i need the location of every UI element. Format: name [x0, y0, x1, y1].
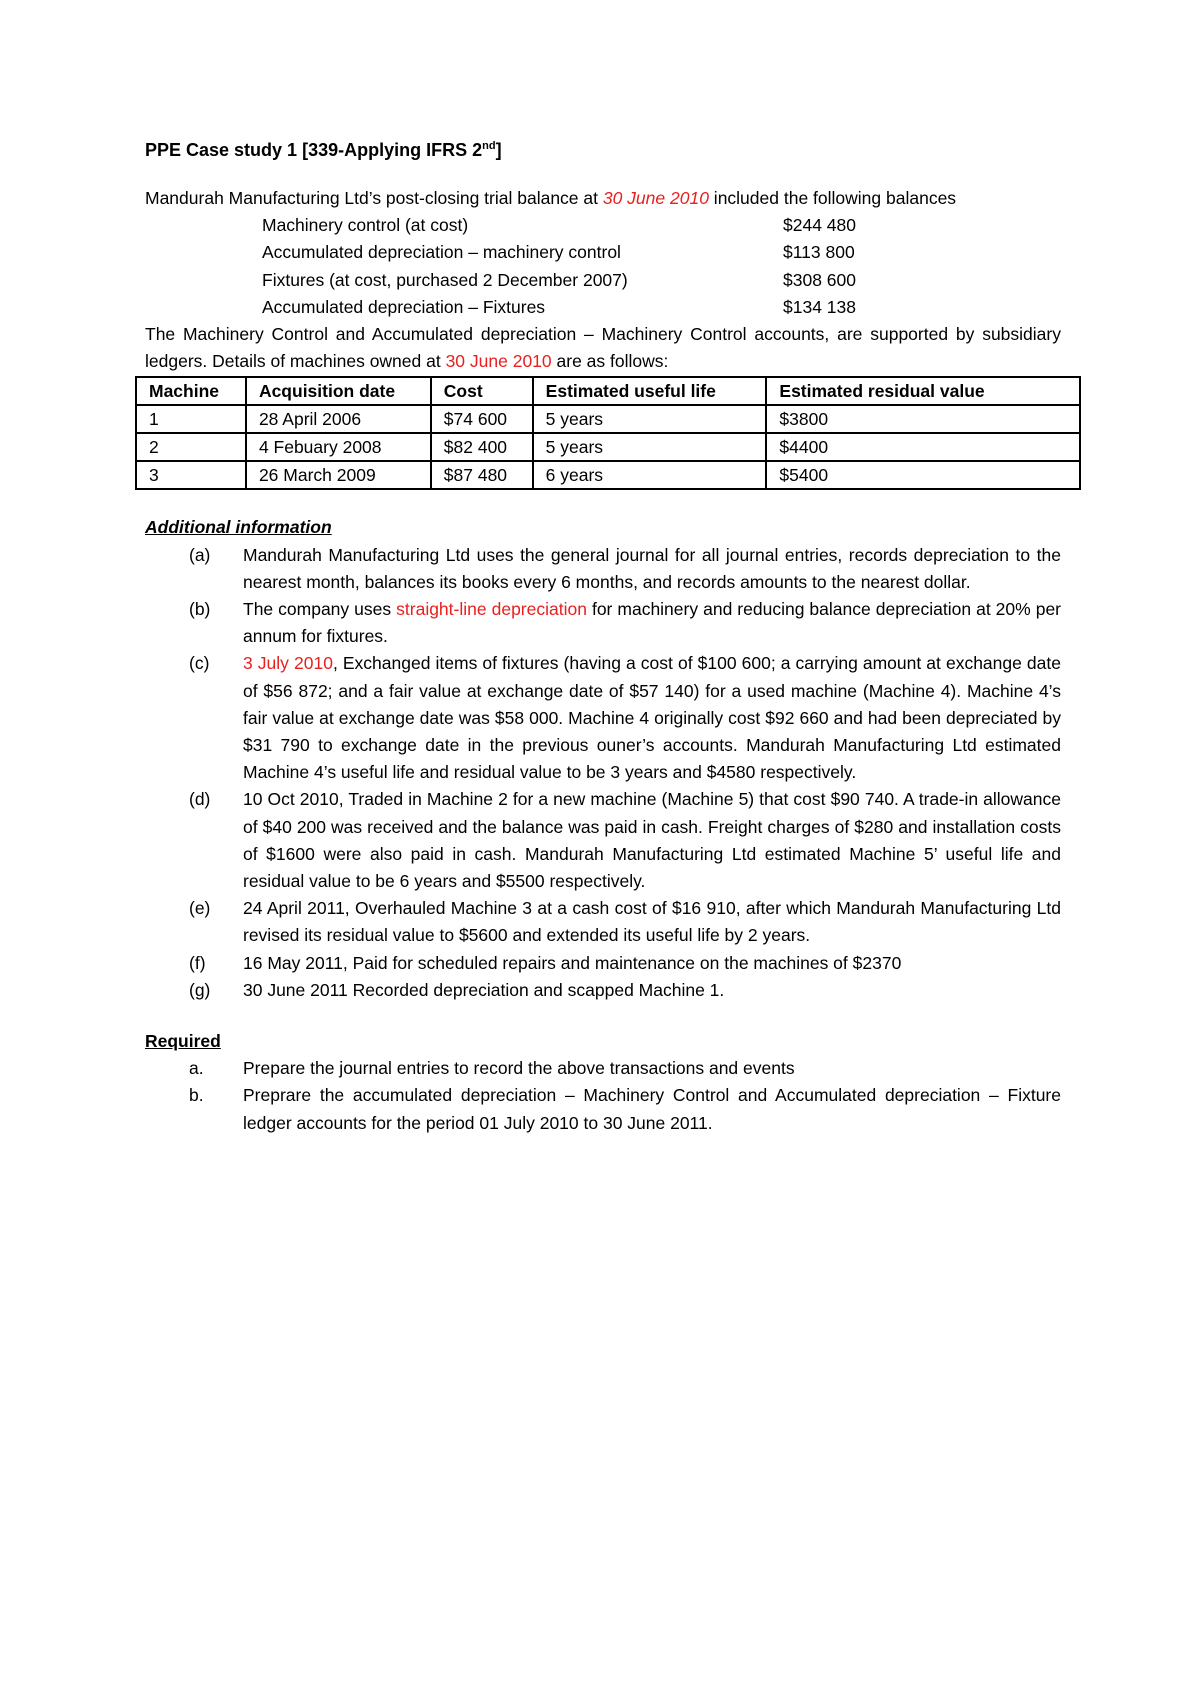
table-row — [136, 405, 1080, 433]
additional-info-heading: Additional information — [145, 517, 332, 538]
highlight-text: straight-line depreciation — [396, 599, 587, 620]
table-row — [136, 461, 1080, 489]
balance-label: Accumulated depreciation – machinery control — [262, 242, 621, 263]
document-title: PPE Case study 1 [339-Applying IFRS 2nd] — [145, 140, 502, 160]
balance-amount: $308 600 — [783, 269, 856, 290]
item-text: 3 July 2010, Exchanged items of fixtures (having a cost of $100 600; a carrying amount at exchange date of $56 872; and a fair value at exchange date of $57 140) for a used machine (Machine 4). Machine 4’s fair value at exchange date was $58 000. Machine 4 originally cost $92 660 and had been depreciated by $31 790 to exchange date in the previous ouner’s accounts. Mandurah Manufacturing Ltd estimated Machine 4’s useful life and residual value to be 3 years and $4580 respectively. — [243, 653, 1061, 783]
table-cell: 4 Febuary 2008 — [246, 433, 431, 461]
item-label: (d) — [189, 789, 211, 810]
balance-amount: $113 800 — [783, 242, 855, 263]
list-item — [145, 977, 1061, 1004]
title-superscript: nd — [482, 140, 496, 152]
table-cell: $87 480 — [431, 461, 533, 489]
item-text: 16 May 2011, Paid for scheduled repairs and maintenance on the machines of $2370 — [243, 952, 902, 973]
item-label: b. — [189, 1085, 204, 1106]
balance-row — [145, 212, 1061, 239]
balance-row — [145, 294, 1061, 321]
item-label: (g) — [189, 979, 211, 1000]
item-label: a. — [189, 1058, 204, 1079]
table-cell: $74 600 — [431, 405, 533, 433]
list-item — [145, 950, 1061, 977]
item-label: (b) — [189, 599, 211, 620]
balance-amount: $134 138 — [783, 296, 856, 317]
column-header: Cost — [431, 377, 533, 405]
column-header: Machine — [136, 377, 246, 405]
list-item — [145, 1055, 1061, 1082]
table-cell: $3800 — [766, 405, 1080, 433]
table-cell: $82 400 — [431, 433, 533, 461]
list-item — [145, 596, 1061, 650]
table-cell: 2 — [136, 433, 246, 461]
required-list — [145, 1055, 1061, 1137]
column-header: Estimated useful life — [533, 377, 767, 405]
intro-date: 30 June 2010 — [602, 188, 709, 208]
item-text: 30 June 2011 Recorded depreciation and scapped Machine 1. — [243, 979, 725, 1000]
list-item — [145, 1082, 1061, 1136]
table-cell: 3 — [136, 461, 246, 489]
required-heading: Required — [145, 1031, 221, 1052]
column-header: Acquisition date — [246, 377, 431, 405]
table-cell: 26 March 2009 — [246, 461, 431, 489]
balance-row — [145, 267, 1061, 294]
balance-amount: $244 480 — [783, 215, 856, 236]
balance-row — [145, 239, 1061, 266]
table-header-row — [136, 377, 1080, 405]
item-text: 24 April 2011, Overhauled Machine 3 at a cash cost of $16 910, after which Mandurah Manufacturing Ltd revised its residual value to $5600 and extended its useful life by 2 years. — [243, 898, 1061, 946]
table-cell: 1 — [136, 405, 246, 433]
table-cell: $5400 — [766, 461, 1080, 489]
table-cell: 6 years — [533, 461, 767, 489]
table-cell: 5 years — [533, 433, 767, 461]
list-item — [145, 650, 1061, 786]
additional-info-list — [145, 542, 1061, 1004]
table-cell: 28 April 2006 — [246, 405, 431, 433]
item-text: 10 Oct 2010, Traded in Machine 2 for a new machine (Machine 5) that cost $90 740. A trade-in allowance of $40 200 was received and the balance was paid in cash. Freight charges of $280 and installation costs of $1600 were also paid in cash. Mandurah Manufacturing Ltd estimated Machine 5’ useful life and residual value to be 6 years and $5500 respectively. — [243, 789, 1061, 892]
trial-balance-list — [145, 212, 1061, 321]
table-cell: 5 years — [533, 405, 767, 433]
intro-paragraph: Mandurah Manufacturing Ltd’s post-closing trial balance at 30 June 2010 included the following balances — [145, 188, 957, 208]
item-label: (e) — [189, 898, 211, 919]
list-item — [145, 542, 1061, 596]
list-item — [145, 786, 1061, 895]
highlight-text: 3 July 2010 — [243, 653, 333, 674]
item-text: The company uses straight-line depreciation for machinery and reducing balance depreciation at 20% per annum for fixtures. — [243, 599, 1061, 647]
balance-label: Accumulated depreciation – Fixtures — [262, 296, 546, 317]
item-label: (f) — [189, 952, 206, 973]
item-text: Mandurah Manufacturing Ltd uses the general journal for all journal entries, records depreciation to the nearest month, balances its books every 6 months, and records amounts to the nearest dollar. — [243, 544, 1061, 592]
ledger-note-paragraph: The Machinery Control and Accumulated depreciation – Machinery Control accounts, are supported by subsidiary ledgers. Details of machines owned at 30 June 2010 are as follows: — [145, 324, 1061, 372]
table-row — [136, 433, 1080, 461]
list-item — [145, 895, 1061, 949]
table-cell: $4400 — [766, 433, 1080, 461]
document-page — [145, 140, 1061, 1137]
item-text: Prepare the journal entries to record the above transactions and events — [243, 1058, 795, 1079]
column-header: Estimated residual value — [766, 377, 1080, 405]
item-label: (c) — [189, 653, 210, 674]
item-text: Preprare the accumulated depreciation – Machinery Control and Accumulated depreciation – Fixture ledger accounts for the period 01 July 2010 to 30 June 2011. — [243, 1085, 1061, 1133]
balance-label: Machinery control (at cost) — [262, 215, 469, 236]
item-label: (a) — [189, 544, 211, 565]
machines-table — [135, 376, 1081, 490]
ledger-note-date: 30 June 2010 — [445, 351, 552, 372]
balance-label: Fixtures (at cost, purchased 2 December 2007) — [262, 269, 628, 290]
